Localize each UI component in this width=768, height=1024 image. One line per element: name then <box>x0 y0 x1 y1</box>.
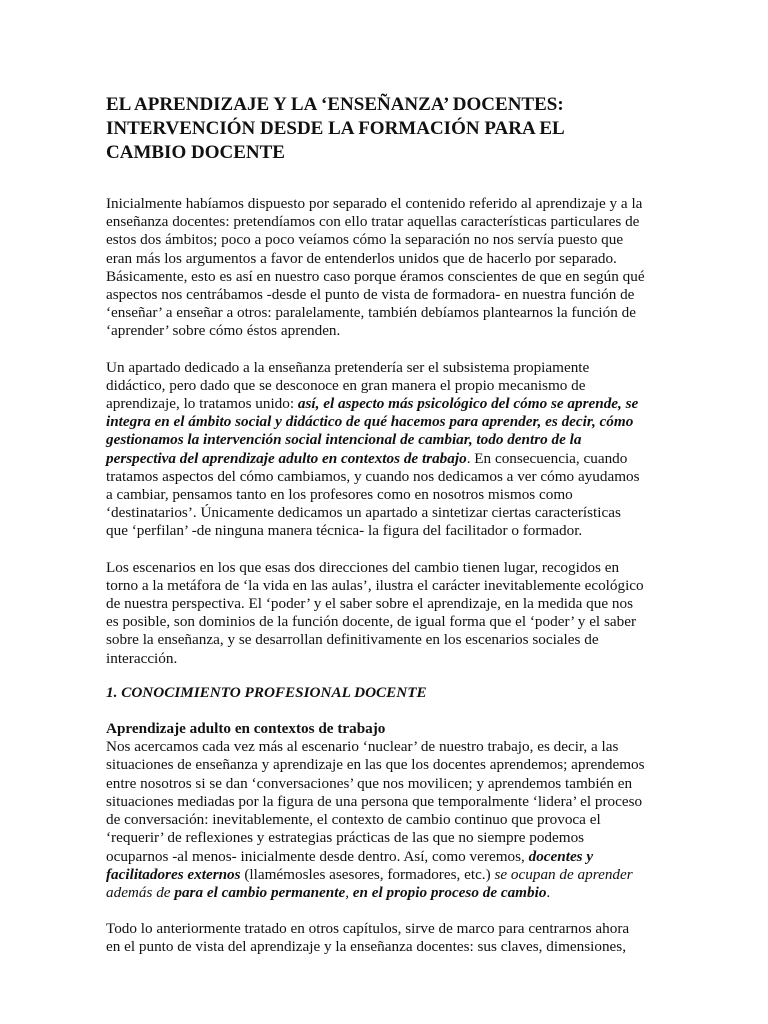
paragraph-closing: Todo lo anteriormente tratado en otros capítulos, sirve de marco para centrarnos ahora en el punto de vista del aprendizaje y la enseñanza docentes: sus claves, dimensiones, <box>106 920 630 956</box>
paragraph-teaching <box>106 359 646 541</box>
paragraph-text: . En consecuencia, cuando tratamos aspectos del cómo cambiamos, y cuando nos dedicamos a ver cómo ayudamos a cambiar, pensamos tanto en los profesores como en nosotros mismos como ‘destinatarios’. Únicamente dedicamos un apartado a sintetizar ciertas características que ‘perfilan’ -de ninguna manera técnica- la figura del facilitador o formador. <box>106 449 640 540</box>
italic-text: se ocupan de aprender además de <box>106 865 633 901</box>
paragraph-text: (llamémosles asesores, formadores, etc.) <box>240 865 495 883</box>
paragraph-scenarios: Los escenarios en los que esas dos direcciones del cambio tienen lugar, recogidos en torno a la metáfora de ‘la vida en las aulas’, ilustra el carácter inevitablemente ecológico de nuestra perspectiva. El ‘poder’ y el saber sobre el aprendizaje, en la medida que nos es posible, son dominios de la función docente, de igual forma que el ‘poder’ y el saber sobre la enseñanza, y se desarrollan definitivamente en los escenarios sociales de interacción. <box>106 558 644 667</box>
paragraph-text: Un apartado dedicado a la enseñanza pretendería ser el subsistema propiamente didáctico, pero dado que se desconoce en gran manera el propio mecanismo de aprendizaje, lo tratamos unido: <box>106 358 590 413</box>
emphasis-text: docentes y facilitadores externos <box>106 847 594 883</box>
paragraph-text: Nos acercamos cada vez más al escenario ‘nuclear’ de nuestro trabajo, es decir, a las situaciones de enseñanza y aprendizaje en las que los docentes aprendemos; aprendemos entre nosotros si se dan ‘conversaciones’ que nos movilicen; y aprendemos también en situaciones mediadas por la figura de una persona que temporalmente ‘lidera’ el proceso de conversación: inevitablemente, el contexto de cambio continuo que provoca el ‘requerir’ de reflexiones y estrategias prácticas de las que no siempre podemos ocuparnos -al menos- inicialmente desde dentro. Así, como veremos, <box>106 738 645 865</box>
section-heading: 1. CONOCIMIENTO PROFESIONAL DOCENTE <box>106 683 427 701</box>
subsection-heading: Aprendizaje adulto en contextos de trabajo <box>106 720 386 738</box>
italic-text: , <box>345 883 353 901</box>
paragraph-adult-learning <box>106 738 646 902</box>
emphasis-text: para el cambio permanente <box>174 883 346 901</box>
emphasis-text: así, el aspecto más psicológico del cómo se aprende, se integra en el ámbito social y didáctico de qué hacemos para aprender, es decir, cómo gestionamos la intervención social intencional de cambiar, todo dentro de la perspectiva del aprendizaje adulto en contextos de trabajo <box>106 395 639 467</box>
document-body <box>106 93 646 957</box>
emphasis-text: en el propio proceso de cambio <box>352 883 547 901</box>
paragraph-intro: Inicialmente habíamos dispuesto por separado el contenido referido al aprendizaje y a la enseñanza docentes: pretendíamos con ello tratar aquellas características particulares de estos dos ámbitos; poco a poco veíamos cómo la separación no nos servía puesto que eran más los argumentos a favor de entenderlos unidos que de hacerlo por separado. Básicamente, esto es así en nuestro caso porque éramos conscientes de que en según qué aspectos nos centrábamos -desde el punto de vista de formadora- en nuestra función de ‘enseñar’ a enseñar a otros: paralelamente, también debíamos plantearnos la función de ‘aprender’ sobre cómo éstos aprenden. <box>106 195 645 340</box>
document-title: EL APRENDIZAJE Y LA ‘ENSEÑANZA’ DOCENTES: INTERVENCIÓN DESDE LA FORMACIÓN PARA EL CAMBIO DOCENTE <box>106 94 564 163</box>
paragraph-text: . <box>546 883 551 901</box>
